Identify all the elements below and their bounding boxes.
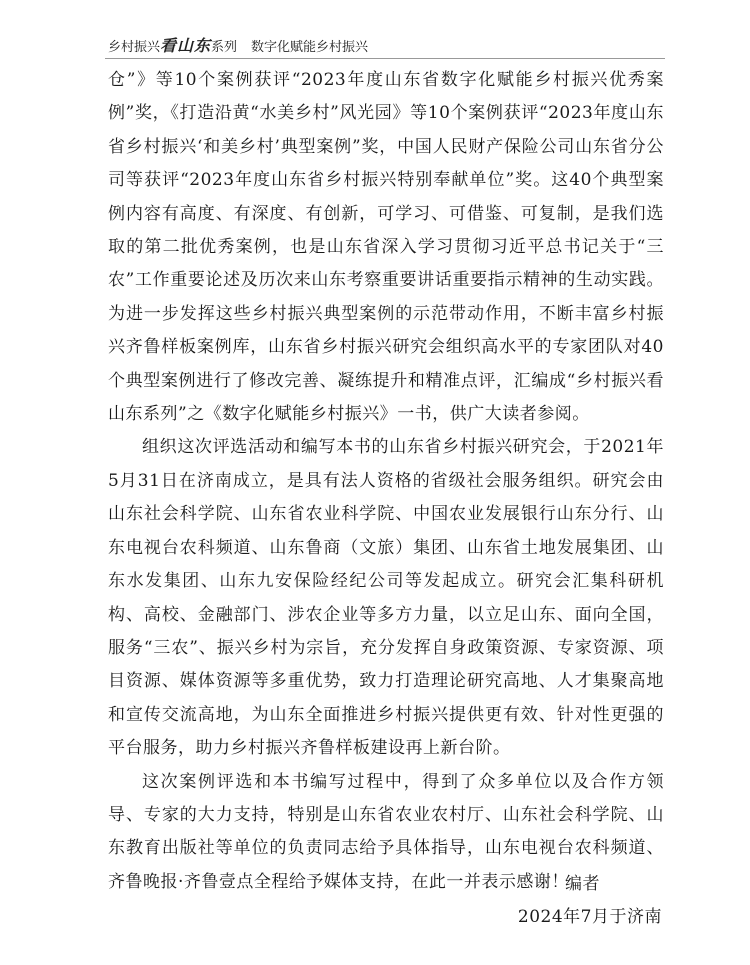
book-title: 数字化赋能乡村振兴 (251, 40, 369, 55)
series-name: 乡村振兴 (108, 40, 161, 55)
paragraph-acknowledgements: 这次案例评选和本书编写过程中，得到了众多单位以及合作方领导、专家的大力支持，特别是山东省农业农村厅、山东社会科学院、山东教育出版社等单位的负责同志给予具体指导，山东电视台农科频道、齐鲁晚报·齐鲁壹点全程给予媒体支持，在此一并表示感谢！ (108, 771, 664, 892)
series-brand-logo: 看山东 (160, 36, 212, 55)
signature-author: 编者 (565, 874, 600, 894)
signature-block (518, 868, 662, 934)
running-header (108, 33, 368, 56)
paragraph-continuation: 仓”》等10个案例获评“2023年度山东省数字化赋能乡村振兴优秀案例”奖，《打造沿黄“水美乡村”风光园》等10个案例获评“2023年度山东省乡村振兴‘和美乡村’典型案例”奖，中国人民财产保险公司山东省分公司等获评“2023年度山东省乡村振兴特别奉献单位”奖。这40个典型案例内容有高度、有深度、有创新，可学习、可借鉴、可复制，是我们选取的第二批优秀案例，也是山东省深入学习贯彻习近平总书记关于“三农”工作重要论述及历次来山东考察重要讲话重要指示精神的生动实践。为进一步发挥这些乡村振兴典型案例的示范带动作用，不断丰富乡村振兴齐鲁样板案例库，山东省乡村振兴研究会组织高水平的专家团队对40个典型案例进行了修改完善、凝练提升和精准点评，汇编成“乡村振兴看山东系列”之《数字化赋能乡村振兴》一书，供广大读者参阅。 (108, 70, 664, 425)
series-suffix: 系列 (211, 40, 238, 55)
body-text (108, 64, 664, 899)
header-divider (105, 58, 665, 59)
signature-date-place: 2024年7月于济南 (517, 907, 662, 927)
paragraph-research-society: 组织这次评选活动和编写本书的山东省乡村振兴研究会，于2021年5月31日在济南成立，是具有法人资格的省级社会服务组织。研究会由山东社会科学院、山东省农业科学院、中国农业发展银行山东分行、山东电视台农科频道、山东鲁商（文旅）集团、山东省土地发展集团、山东水发集团、山东九安保险经纪公司等发起成立。研究会汇集科研机构、高校、金融部门、涉农企业等多方力量，以立足山东、面向全国，服务“三农”、振兴乡村为宗旨，充分发挥自身政策资源、专家资源、项目资源、媒体资源等多重优势，致力打造理论研究高地、人才集聚高地和宣传交流高地，为山东全面推进乡村振兴提供更有效、针对性更强的平台服务，助力乡村振兴齐鲁样板建设再上新台阶。 (108, 437, 664, 759)
